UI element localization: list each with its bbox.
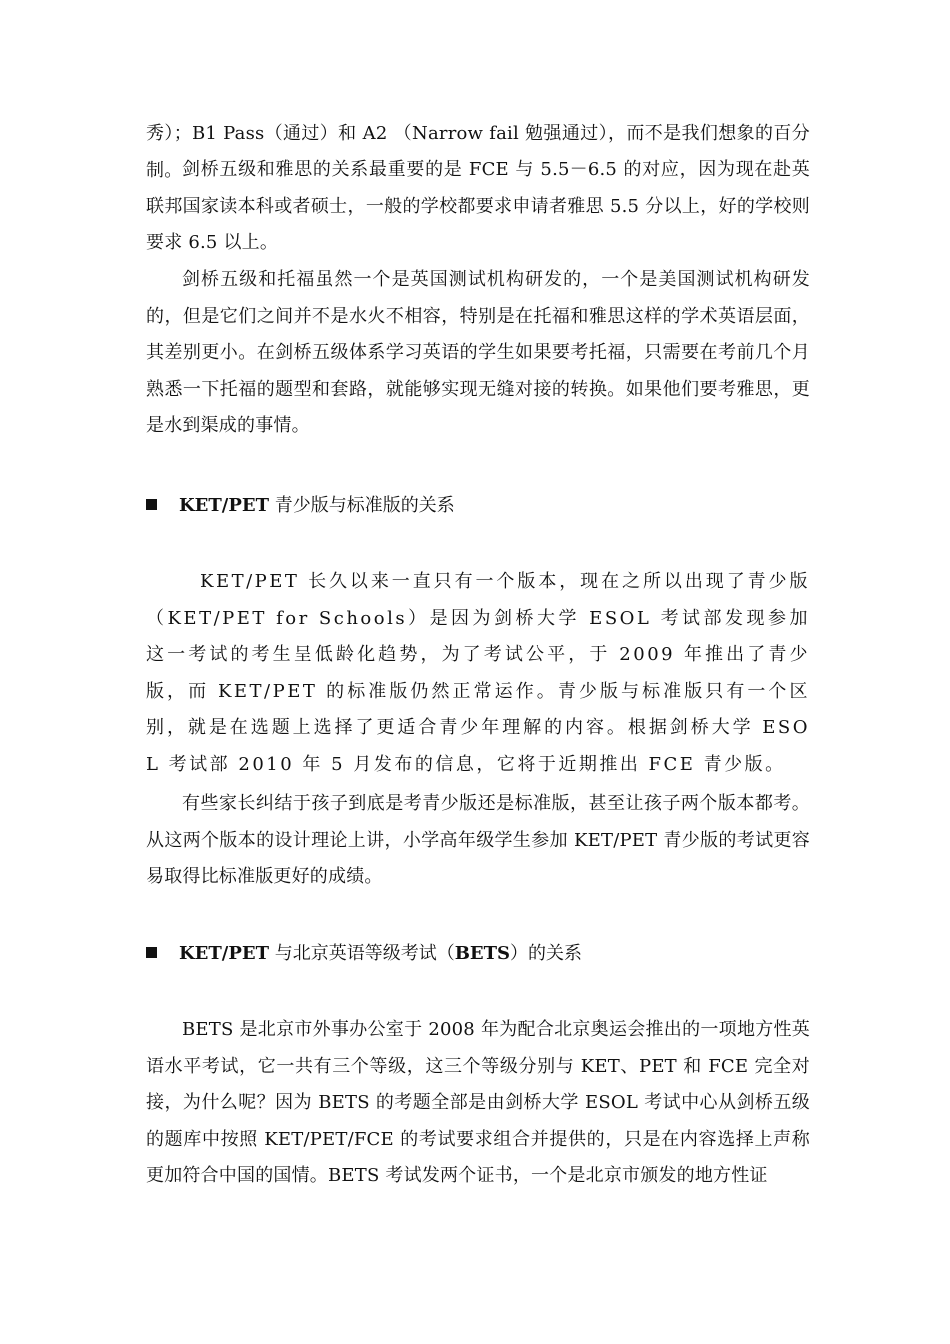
- heading-text: 青少版与标准版的关系: [268, 495, 455, 516]
- section-heading-bets: [146, 942, 810, 966]
- heading-bold-term: KET/PET: [179, 943, 269, 964]
- heading-bold-term: KET/PET: [179, 495, 269, 516]
- heading-text: 与北京英语等级考试（: [268, 943, 455, 964]
- paragraph-bets: BETS 是北京市外事办公室于 2008 年为配合北京奥运会推出的一项地方性英语水平考试，它一共有三个等级，这三个等级分别与 KET、PET 和 FCE 完全对接，为什么呢？因为 BETS 的考题全部是由剑桥大学 ESOL 考试中心从剑桥五级的题库中按照 KET/PET/FCE 的考试要求组合并提供的，只是在内容选择上声称更加符合中国的国情。BETS 考试发两个证书，一个是北京市颁发的地方性证: [146, 1019, 810, 1186]
- heading-text: ）的关系: [510, 943, 583, 964]
- section-heading-versions: [146, 494, 810, 518]
- paragraph-parents-choice: 有些家长纠结于孩子到底是考青少版还是标准版，甚至让孩子两个版本都考。从这两个版本的设计理论上讲，小学高年级学生参加 KET/PET 青少版的考试更容易取得比标准版更好的成绩。: [146, 793, 810, 887]
- paragraph-fce-ielts: 剑桥五级和雅思的关系最重要的是 FCE 与 5.5－6.5 的对应，因为现在赴英联邦国家读本科或者硕士，一般的学校都要求申请者雅思 5.5 分以上，好的学校则要求 6.5 以上。: [146, 159, 810, 253]
- paragraph-ket-pet-schools: KET/PET 长久以来一直只有一个版本，现在之所以出现了青少版（KET/PET for Schools）是因为剑桥大学 ESOL 考试部发现参加这一考试的考生呈低龄化趋势，为了考试公平，于 2009 年推出了青少版，而 KET/PET 的标准版仍然正常运作。青少版与标准版只有一个区别，就是在选题上选择了更适合青少年理解的内容。根据剑桥大学 ESOL 考试部 2010 年 5 月发布的信息，它将于近期推出 FCE 青少版。: [146, 571, 810, 775]
- square-bullet-icon: [146, 947, 157, 958]
- paragraph-grading-continuation: 秀）；B1 Pass（通过）和 A2 （Narrow fail 勉强通过），而不是我们想象的百分制。: [146, 123, 810, 181]
- paragraph-cambridge-toefl: 剑桥五级和托福虽然一个是英国测试机构研发的，一个是美国测试机构研发的，但是它们之间并不是水火不相容，特别是在托福和雅思这样的学术英语层面，其差别更小。在剑桥五级体系学习英语的学生如果要考托福，只需要在考前几个月熟悉一下托福的题型和套路，就能够实现无缝对接的转换。如果他们要考雅思，更是水到渠成的事情。: [146, 269, 810, 436]
- square-bullet-icon: [146, 499, 157, 510]
- heading-bold-term: BETS: [454, 943, 511, 964]
